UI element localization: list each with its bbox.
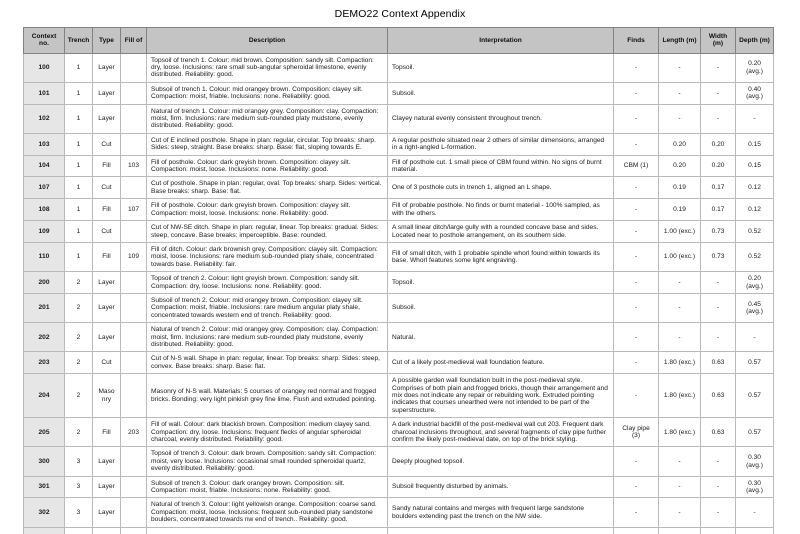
cell-fill_of: 109 <box>121 242 147 271</box>
cell-length: - <box>659 447 701 476</box>
cell-trench: 2 <box>65 323 93 352</box>
cell-width: - <box>701 82 736 104</box>
table-body <box>24 53 774 534</box>
cell-interpretation: A small linear ditch/large gully with a rounded concave base and sides. Located near to posthole arrangement, on its southern side. <box>388 221 614 243</box>
column-header-width: Width (m) <box>701 28 736 54</box>
cell-interpretation <box>388 527 614 534</box>
column-header-fill_of: Fill of <box>121 28 147 54</box>
cell-fill_of <box>121 447 147 476</box>
table-row <box>24 418 774 447</box>
cell-finds <box>614 527 659 534</box>
cell-depth: 0.57 <box>736 374 774 418</box>
table-row <box>24 199 774 221</box>
cell-finds: - <box>614 82 659 104</box>
cell-depth: 0.20 (avg.) <box>736 53 774 82</box>
cell-type: Layer <box>93 323 121 352</box>
cell-width: - <box>701 104 736 133</box>
cell-type: Layer <box>93 476 121 498</box>
cell-length: - <box>659 82 701 104</box>
cell-trench: 1 <box>65 221 93 243</box>
column-header-trench: Trench <box>65 28 93 54</box>
table-row <box>24 242 774 271</box>
column-header-depth: Depth (m) <box>736 28 774 54</box>
cell-trench: 1 <box>65 104 93 133</box>
cell-length: 1.80 (exc.) <box>659 418 701 447</box>
cell-context: 301 <box>24 476 65 498</box>
cell-trench: 2 <box>65 374 93 418</box>
cell-type: Fill <box>93 418 121 447</box>
cell-length: 0.20 <box>659 133 701 155</box>
cell-length: 0.20 <box>659 155 701 177</box>
cell-fill_of <box>121 374 147 418</box>
cell-width: - <box>701 53 736 82</box>
table-row <box>24 104 774 133</box>
cell-finds: CBM (1) <box>614 155 659 177</box>
cell-length: 1.80 (exc.) <box>659 374 701 418</box>
cell-interpretation: Subsoil frequently disturbed by animals. <box>388 476 614 498</box>
column-header-context: Context no. <box>24 28 65 54</box>
cell-interpretation: Natural. <box>388 323 614 352</box>
context-table <box>23 27 774 534</box>
cell-trench: 2 <box>65 272 93 294</box>
cell-context: 100 <box>24 53 65 82</box>
cell-fill_of <box>121 177 147 199</box>
cell-fill_of <box>121 352 147 374</box>
table-row <box>24 352 774 374</box>
cell-trench: 2 <box>65 418 93 447</box>
cell-finds: - <box>614 221 659 243</box>
cell-finds: Clay pipe (3) <box>614 418 659 447</box>
cell-type: Layer <box>93 104 121 133</box>
cell-fill_of <box>121 476 147 498</box>
cell-context: 109 <box>24 221 65 243</box>
cell-description: Topsoil of trench 1. Colour: mid brown. Composition: sandy silt. Compaction: dry, loose. Inclusions: rare small sub-angular spheroidal limestone, evenly distributed. Reliability: good. <box>147 53 388 82</box>
column-header-interpretation: Interpretation <box>388 28 614 54</box>
cell-interpretation: Subsoil. <box>388 82 614 104</box>
cell-depth: 0.40 (avg.) <box>736 82 774 104</box>
cell-context: 202 <box>24 323 65 352</box>
cell-description: Cut of posthole. Shape in plan: regular, oval. Top breaks: sharp. Sides: vertical. Base breaks: sharp. Base: flat. <box>147 177 388 199</box>
cell-description: Cut of N-S wall. Shape in plan: regular, linear. Top breaks: sharp. Sides: steep, convex. Base breaks: sharp. Base: flat. <box>147 352 388 374</box>
cell-context: 103 <box>24 133 65 155</box>
cell-context <box>24 527 65 534</box>
cell-fill_of <box>121 293 147 322</box>
cell-finds: - <box>614 272 659 294</box>
cell-finds: - <box>614 104 659 133</box>
cell-finds: - <box>614 447 659 476</box>
cell-trench: 1 <box>65 133 93 155</box>
table-row <box>24 133 774 155</box>
cell-length: - <box>659 104 701 133</box>
cell-type: Layer <box>93 293 121 322</box>
cell-description: Subsoil of trench 1. Colour: mid orangey brown. Composition: clayey silt. Compaction: moist, friable. Inclusions: none. Reliability: good. <box>147 82 388 104</box>
column-header-length: Length (m) <box>659 28 701 54</box>
cell-interpretation: Fill of probable posthole. No finds or burnt material - 100% sampled, as with the others. <box>388 199 614 221</box>
cell-interpretation: Subsoil. <box>388 293 614 322</box>
cell-width: - <box>701 476 736 498</box>
cell-type: Cut <box>93 221 121 243</box>
cell-context: 102 <box>24 104 65 133</box>
cell-interpretation: Cut of a likely post-medieval wall foundation feature. <box>388 352 614 374</box>
cell-fill_of <box>121 104 147 133</box>
cell-interpretation: A dark industrial backfill of the post-medieval wall cut 203. Frequent dark charcoal inclusions throughout, and several fragments of clay pipe further confirm the likely post-medieval date, on top of the brick styling. <box>388 418 614 447</box>
cell-description: Subsoil of trench 2. Colour: mid orangey brown. Composition: clayey silt. Compaction: moist, friable. Inclusions: rare medium angular platy shale, concentrated towards western end of trench. Reliability: good. <box>147 293 388 322</box>
cell-context: 107 <box>24 177 65 199</box>
table-header-row <box>24 28 774 54</box>
cell-context: 101 <box>24 82 65 104</box>
cell-context: 300 <box>24 447 65 476</box>
page-title: DEMO22 Context Appendix <box>334 8 466 20</box>
cell-depth: 0.30 (avg.) <box>736 447 774 476</box>
table-row <box>24 323 774 352</box>
cell-type: Fill <box>93 155 121 177</box>
cell-interpretation: A regular posthole situated near 2 others of similar dimensions, arranged in a right-angled L-formation. <box>388 133 614 155</box>
cell-fill_of <box>121 133 147 155</box>
cell-length: - <box>659 272 701 294</box>
cell-description: Natural of trench 1. Colour: mid orangey grey. Composition: clay. Compaction: moist, firm. Inclusions: rare medium sub-rounded platy mudstone, evenly distributed. Reliability: good. <box>147 104 388 133</box>
cell-finds: - <box>614 498 659 527</box>
cell-interpretation: Fill of small ditch, with 1 probable spindle whorl found within towards its base. Whorl features some light engraving. <box>388 242 614 271</box>
cell-width: - <box>701 323 736 352</box>
cell-description: Topsoil of trench 3. Colour: dark brown. Composition: sandy silt. Compaction: moist, very loose. Inclusions: occasional small rounded spheroidal quartz, evenly distributed. Reliability: good. <box>147 447 388 476</box>
cell-description: Topsoil of trench 2. Colour: light greyish brown. Composition: sandy silt. Compaction: dry, loose. Inclusions: none. Reliability: good. <box>147 272 388 294</box>
cell-length <box>659 527 701 534</box>
cell-width <box>701 527 736 534</box>
cell-depth: 0.30 (avg.) <box>736 476 774 498</box>
cell-context: 203 <box>24 352 65 374</box>
table-row <box>24 177 774 199</box>
table-row <box>24 447 774 476</box>
cell-type: Fill <box>93 242 121 271</box>
table-row <box>24 155 774 177</box>
cell-description: Subsoil of trench 3. Colour: dark orangey brown. Composition: silt. Compaction: moist, friable. Inclusions: none. Reliability: good. <box>147 476 388 498</box>
cell-length: 1.80 (exc.) <box>659 352 701 374</box>
table-row <box>24 476 774 498</box>
cell-type: Layer <box>93 498 121 527</box>
cell-width: - <box>701 272 736 294</box>
cell-fill_of: 107 <box>121 199 147 221</box>
cell-context: 200 <box>24 272 65 294</box>
cell-width: 0.20 <box>701 133 736 155</box>
cell-description: Natural of trench 2. Colour: mid orangey grey. Composition: clay. Compaction: moist, firm. Inclusions: rare medium sub-rounded platy mudstone, evenly distributed. Reliability: good. <box>147 323 388 352</box>
cell-width: 0.63 <box>701 352 736 374</box>
cell-width: - <box>701 447 736 476</box>
cell-length: - <box>659 476 701 498</box>
cell-context: 104 <box>24 155 65 177</box>
cell-depth: 0.20 (avg.) <box>736 272 774 294</box>
cell-fill_of <box>121 82 147 104</box>
cell-fill_of: 203 <box>121 418 147 447</box>
cell-trench: 2 <box>65 293 93 322</box>
table-row <box>24 221 774 243</box>
cell-interpretation: One of 3 posthole cuts in trench 1, aligned an L shape. <box>388 177 614 199</box>
cell-length: - <box>659 498 701 527</box>
cell-type: Fill <box>93 199 121 221</box>
table-row <box>24 374 774 418</box>
table-row <box>24 272 774 294</box>
cell-length: - <box>659 323 701 352</box>
column-header-finds: Finds <box>614 28 659 54</box>
cell-interpretation: Topsoil. <box>388 53 614 82</box>
cell-depth: 0.57 <box>736 352 774 374</box>
cell-width: 0.63 <box>701 374 736 418</box>
cell-depth: 0.45 (avg.) <box>736 293 774 322</box>
table-row <box>24 293 774 322</box>
cell-depth: 0.57 <box>736 418 774 447</box>
cell-depth: - <box>736 498 774 527</box>
cell-description: Fill of ditch. Colour: dark brownish grey. Composition: clayey silt. Compaction: moist, loose. Inclusions: rare medium sub-rounded platy shale, concentrated towards base. Reliability: fair. <box>147 242 388 271</box>
table-row <box>24 498 774 527</box>
cell-depth: - <box>736 104 774 133</box>
cell-fill_of <box>121 272 147 294</box>
cell-depth: 0.52 <box>736 221 774 243</box>
cell-finds: - <box>614 242 659 271</box>
cell-width: 0.20 <box>701 155 736 177</box>
cell-width: - <box>701 293 736 322</box>
cell-finds: - <box>614 352 659 374</box>
cell-description: Masonry of N-S wall. Materials: 5 courses of orangey red normal and frogged bricks. Bonding: very light pinkish grey fine lime. Flush and extruded pointing. <box>147 374 388 418</box>
cell-context: 108 <box>24 199 65 221</box>
cell-description <box>147 527 388 534</box>
cell-trench: 1 <box>65 82 93 104</box>
table-row <box>24 53 774 82</box>
cell-width: 0.17 <box>701 199 736 221</box>
cell-type: Cut <box>93 352 121 374</box>
cell-finds: - <box>614 323 659 352</box>
cell-fill_of <box>121 221 147 243</box>
cell-depth: 0.12 <box>736 177 774 199</box>
cell-trench: 3 <box>65 498 93 527</box>
cell-finds: - <box>614 53 659 82</box>
cell-context: 302 <box>24 498 65 527</box>
cell-width: 0.17 <box>701 177 736 199</box>
cell-fill_of <box>121 527 147 534</box>
cell-context: 204 <box>24 374 65 418</box>
cell-trench: 1 <box>65 177 93 199</box>
cell-width: 0.73 <box>701 221 736 243</box>
cell-type <box>93 527 121 534</box>
cell-finds: - <box>614 293 659 322</box>
cell-description: Fill of wall. Colour: dark blackish brown. Composition: medium clayey sand. Compaction: dry, loose. Inclusions: frequent flecks of angular spheroidal charcoal, evenly distributed. Reliability: good. <box>147 418 388 447</box>
cell-trench: 3 <box>65 447 93 476</box>
cell-context: 110 <box>24 242 65 271</box>
cell-width: 0.73 <box>701 242 736 271</box>
cell-type: Layer <box>93 447 121 476</box>
cell-depth: 0.15 <box>736 155 774 177</box>
cell-type: Cut <box>93 177 121 199</box>
cell-length: 1.00 (exc.) <box>659 242 701 271</box>
cell-interpretation: Clayey natural evenly consistent throughout trench. <box>388 104 614 133</box>
cell-interpretation: A possible garden wall foundation built in the post-medieval style. Comprises of both plain and frogged bricks, though their arrangement and mix does not indicate any repair or rebuilding work. Extruded pointing indicates that courses unearthed were not intended to be part of the superstructure. <box>388 374 614 418</box>
table-row <box>24 82 774 104</box>
cell-length: 1.00 (exc.) <box>659 221 701 243</box>
cell-type: Masonry <box>93 374 121 418</box>
cell-interpretation: Deeply ploughed topsoil. <box>388 447 614 476</box>
cell-finds: - <box>614 476 659 498</box>
cell-interpretation: Fill of posthole cut. 1 small piece of CBM found within. No signs of burnt material. <box>388 155 614 177</box>
cell-trench: 1 <box>65 199 93 221</box>
cell-depth: 0.52 <box>736 242 774 271</box>
cell-trench <box>65 527 93 534</box>
cell-trench: 3 <box>65 476 93 498</box>
cell-description: Natural of trench 3. Colour: light yellowish orange. Composition: coarse sand. Compaction: moist, loose. Inclusions: frequent sub-rounded platy sandstone boulders, concentrated towards nw end of trench.. Reliability: good. <box>147 498 388 527</box>
table-row-partial <box>24 527 774 534</box>
cell-length: - <box>659 53 701 82</box>
cell-trench: 1 <box>65 155 93 177</box>
cell-type: Layer <box>93 53 121 82</box>
cell-finds: - <box>614 199 659 221</box>
cell-description: Fill of posthole. Colour: dark greyish brown. Composition: clayey silt. Compaction: moist, loose. Inclusions: none. Reliability: good. <box>147 199 388 221</box>
cell-interpretation: Sandy natural contains and merges with frequent large sandstone boulders extending past the trench on the NW side. <box>388 498 614 527</box>
cell-fill_of <box>121 498 147 527</box>
cell-description: Cut of E inclined posthole. Shape in plan: regular, circular. Top breaks: sharp. Sides: steep, straight. Base breaks: sharp. Base: flat, sloping towards E. <box>147 133 388 155</box>
cell-width: 0.63 <box>701 418 736 447</box>
cell-fill_of <box>121 323 147 352</box>
cell-depth <box>736 527 774 534</box>
cell-fill_of <box>121 53 147 82</box>
cell-description: Fill of posthole. Colour: dark greyish brown. Composition: clayey silt. Compaction: moist, loose. Inclusions: none. Reliability: good. <box>147 155 388 177</box>
cell-length: - <box>659 293 701 322</box>
cell-type: Layer <box>93 82 121 104</box>
cell-depth: 0.12 <box>736 199 774 221</box>
column-header-type: Type <box>93 28 121 54</box>
column-header-description: Description <box>147 28 388 54</box>
cell-width: - <box>701 498 736 527</box>
cell-trench: 1 <box>65 53 93 82</box>
cell-trench: 1 <box>65 242 93 271</box>
cell-interpretation: Topsoil. <box>388 272 614 294</box>
cell-context: 205 <box>24 418 65 447</box>
cell-depth: - <box>736 323 774 352</box>
cell-depth: 0.15 <box>736 133 774 155</box>
cell-finds: - <box>614 177 659 199</box>
cell-type: Cut <box>93 133 121 155</box>
cell-trench: 2 <box>65 352 93 374</box>
cell-type: Layer <box>93 272 121 294</box>
cell-fill_of: 103 <box>121 155 147 177</box>
cell-context: 201 <box>24 293 65 322</box>
cell-finds: - <box>614 374 659 418</box>
cell-finds: - <box>614 133 659 155</box>
cell-description: Cut of NW-SE ditch. Shape in plan: regular, linear. Top breaks: gradual. Sides: steep, concave. Base breaks: imperceptible. Base: rounded. <box>147 221 388 243</box>
cell-length: 0.19 <box>659 177 701 199</box>
cell-length: 0.19 <box>659 199 701 221</box>
